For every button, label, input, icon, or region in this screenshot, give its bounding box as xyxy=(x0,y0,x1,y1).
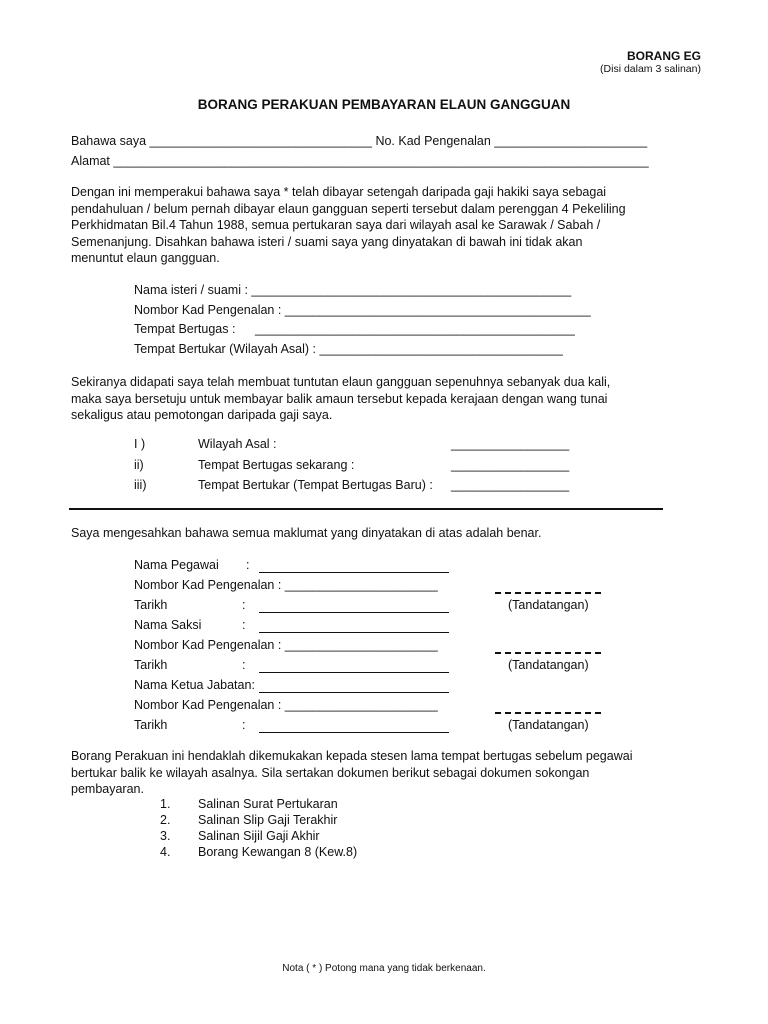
place-line: _________________ xyxy=(451,478,570,492)
document-num: 1. xyxy=(160,797,171,811)
officer-signature-caption: (Tandatangan) xyxy=(508,598,589,612)
officer-date-label: Tarikh xyxy=(134,598,168,612)
address-line: Alamat _____________________________________________________________________________ xyxy=(71,154,649,168)
applicant-line: Bahawa saya ________________________________ No. Kad Pengenalan ______________________ xyxy=(71,134,648,148)
officer-name-line xyxy=(259,572,449,573)
spouse-workplace-label: Tempat Bertugas : xyxy=(134,322,236,336)
colon: : xyxy=(242,598,246,612)
document-item: Salinan Surat Pertukaran xyxy=(198,797,338,811)
spouse-name-field: Nama isteri / suami : ______________________________________________ xyxy=(134,283,572,297)
witness-signature-caption: (Tandatangan) xyxy=(508,658,589,672)
colon: : xyxy=(242,718,246,732)
head-name-label: Nama Ketua Jabatan: xyxy=(134,678,255,692)
head-name-line xyxy=(259,692,449,693)
place-label: Tempat Bertukar (Tempat Bertugas Baru) : xyxy=(198,478,433,492)
nota-footnote: Nota ( * ) Potong mana yang tidak berkenaan. xyxy=(282,963,486,974)
colon: : xyxy=(242,658,246,672)
spouse-ic-field: Nombor Kad Pengenalan : ____________________________________________ xyxy=(134,303,591,317)
officer-date-line xyxy=(259,612,449,613)
head-signature-line xyxy=(495,712,601,714)
place-num: iii) xyxy=(134,478,147,492)
spouse-workplace-line: ______________________________________________ xyxy=(255,322,575,336)
section-divider xyxy=(69,508,663,510)
document-item: Salinan Slip Gaji Terakhir xyxy=(198,813,338,827)
colon: : xyxy=(246,558,250,572)
document-num: 2. xyxy=(160,813,171,827)
place-num: I ) xyxy=(134,437,146,451)
form-title: BORANG PERAKUAN PEMBAYARAN ELAUN GANGGUAN xyxy=(197,97,571,112)
confirmation-text: Saya mengesahkan bahawa semua maklumat yang dinyatakan di atas adalah benar. xyxy=(71,526,542,540)
officer-signature-line xyxy=(495,592,601,594)
witness-name-line xyxy=(259,632,449,633)
head-signature-caption: (Tandatangan) xyxy=(508,718,589,732)
head-date-line xyxy=(259,732,449,733)
place-line: _________________ xyxy=(451,437,570,451)
officer-name-label: Nama Pegawai xyxy=(134,558,219,572)
claim-paragraph: Sekiranya didapati saya telah membuat tuntutan elaun gangguan sepenuhnya sebanyak dua kali, maka saya bersetuju untuk membayar balik amaun tersebut kepada kerajaan dengan wang tunai sekaligus atau pemotongan daripada gaji saya. xyxy=(71,375,611,422)
place-label: Wilayah Asal : xyxy=(198,437,277,451)
colon: : xyxy=(242,618,246,632)
place-line: _________________ xyxy=(451,458,570,472)
submission-note: Borang Perakuan ini hendaklah dikemukakan kepada stesen lama tempat bertugas sebelum pegawai bertukar balik ke wilayah asalnya. Sila sertakan dokumen berikut sebagai dokumen sokongan pembayaran. xyxy=(71,749,633,796)
witness-name-label: Nama Saksi xyxy=(134,618,202,632)
declaration-paragraph: Dengan ini memperakui bahawa saya * telah dibayar setengah daripada gaji hakiki saya sebagai pendahuluan / belum pernah dibayar elaun gangguan seperti tersebut dalam perenggan 4 Pekeliling Perkhidmatan Bil.4 Tahun 1988, semua pertukaran saya dari wilayah asal ke Sarawak / Sabah / Semenanjung. Disahkan bahawa isteri / suami saya yang dinyatakan di bawah ini tidak akan menuntut elaun gangguan. xyxy=(71,185,626,265)
witness-signature-line xyxy=(495,652,601,654)
form-code: BORANG EG xyxy=(626,49,701,63)
place-num: ii) xyxy=(134,458,144,472)
document-item: Salinan Sijil Gaji Akhir xyxy=(198,829,320,843)
head-date-label: Tarikh xyxy=(134,718,168,732)
officer-ic-field: Nombor Kad Pengenalan : ______________________ xyxy=(134,578,438,592)
head-ic-field: Nombor Kad Pengenalan : ______________________ xyxy=(134,698,438,712)
document-num: 4. xyxy=(160,845,171,859)
place-label: Tempat Bertugas sekarang : xyxy=(198,458,355,472)
spouse-transfer-field: Tempat Bertukar (Wilayah Asal) : ___________________________________ xyxy=(134,342,563,356)
copies-note: (Disi dalam 3 salinan) xyxy=(600,63,701,75)
witness-date-label: Tarikh xyxy=(134,658,168,672)
witness-date-line xyxy=(259,672,449,673)
document-num: 3. xyxy=(160,829,171,843)
witness-ic-field: Nombor Kad Pengenalan : ______________________ xyxy=(134,638,438,652)
document-item: Borang Kewangan 8 (Kew.8) xyxy=(198,845,358,859)
